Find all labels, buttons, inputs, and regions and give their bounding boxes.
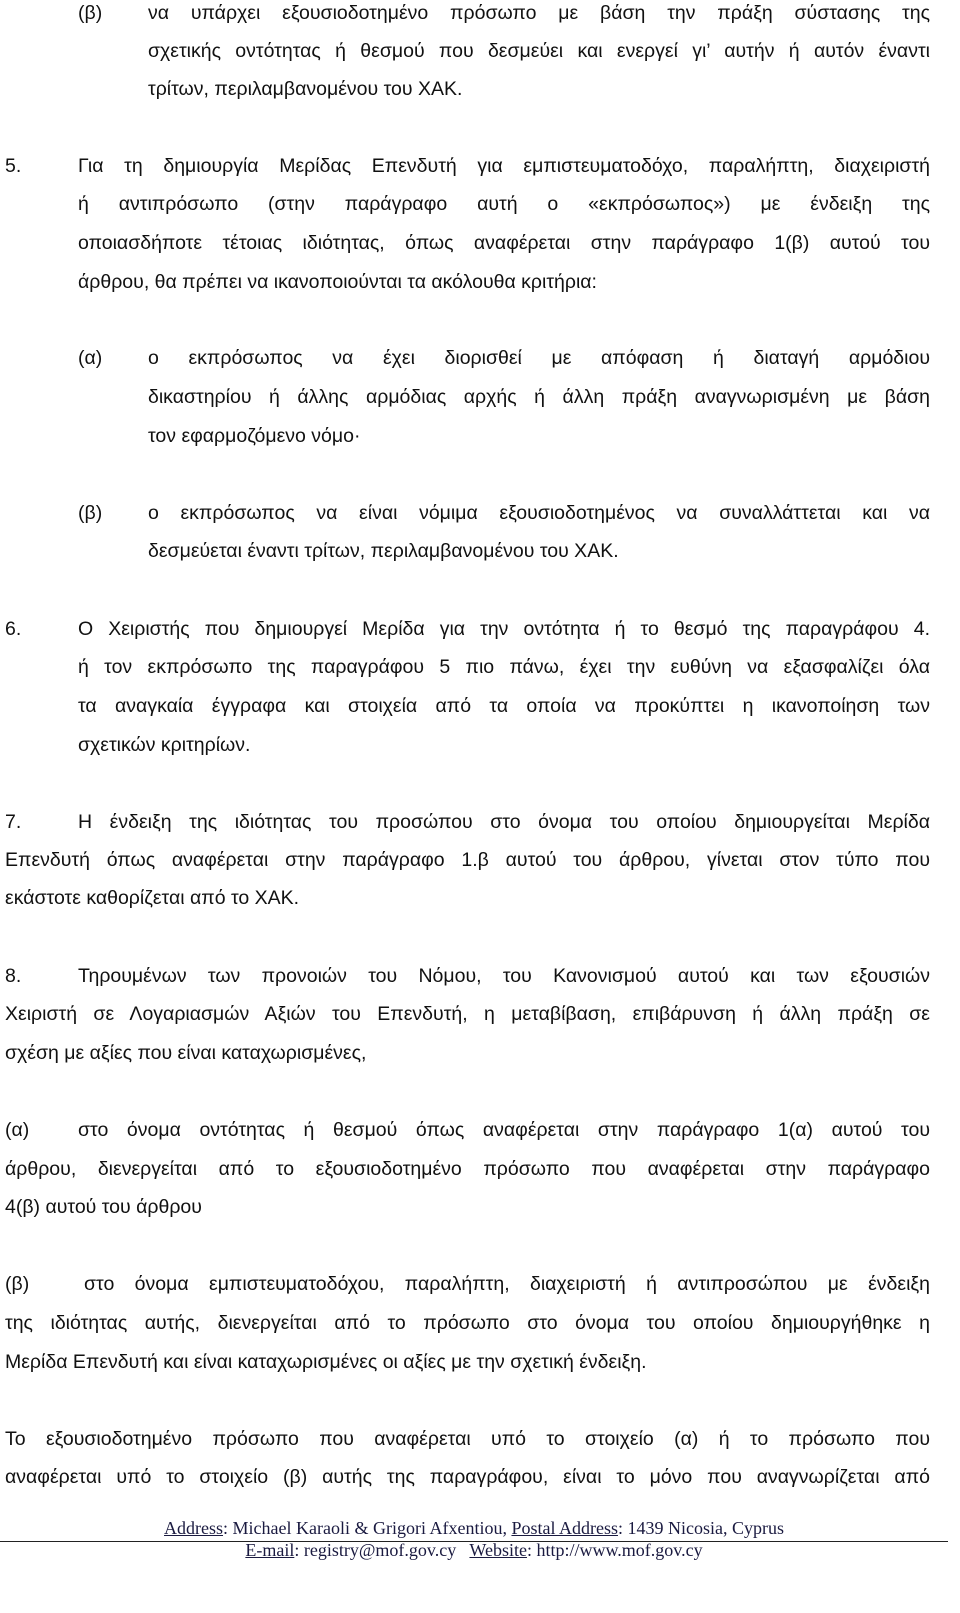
item-number: 6. xyxy=(5,618,22,640)
text-line: Το εξουσιοδοτημένο πρόσωπο που αναφέρεται υπό το στοιχείο (α) ή το πρόσωπο που xyxy=(5,1428,930,1450)
address-label: Address xyxy=(164,1518,224,1538)
text-line: αναφέρεται υπό το στοιχείο (β) αυτής της παραγράφου, είναι το μόνο που αναγνωρίζεται από xyxy=(5,1466,930,1488)
website-label: Website xyxy=(469,1540,527,1560)
text-line: ή αντιπρόσωπο (στην παράγραφο αυτή ο «εκπρόσωπος») με ένδειξη της xyxy=(78,193,930,215)
item-label: (α) xyxy=(78,347,103,369)
text-line: Μερίδα Επενδυτή και είναι καταχωρισμένες οι αξίες με την σχετική ένδειξη. xyxy=(5,1351,647,1373)
text-line: Ο Χειριστής που δημιουργεί Μερίδα για την οντότητα ή το θεσμό της παραγράφου 4. xyxy=(78,618,930,640)
text-line: σχετικών κριτηρίων. xyxy=(78,734,251,756)
item-number: 5. xyxy=(5,155,22,177)
item-number: 8. xyxy=(5,965,22,987)
text-line: άρθρου, διενεργείται από το εξουσιοδοτημένο πρόσωπο που αναφέρεται στην παράγραφο xyxy=(5,1158,930,1180)
text-line: εκάστοτε καθορίζεται από το ΧΑΚ. xyxy=(5,887,300,909)
text-line: άρθρου, θα πρέπει να ικανοποιούνται τα ακόλουθα κριτήρια: xyxy=(78,271,597,293)
text-line: σχετικής οντότητας ή θεσμού που δεσμεύει και ενεργεί γι’ αυτήν ή αυτόν έναντι xyxy=(148,40,930,62)
text-line: δικαστηρίου ή άλλης αρμόδιας αρχής ή άλλη πράξη αναγνωρισμένη με βάση xyxy=(148,386,930,408)
text-line: στο όνομα εμπιστευματοδόχου, παραλήπτη, διαχειριστή ή αντιπροσώπου με ένδειξη xyxy=(84,1273,930,1295)
text-line: Τηρουμένων των προνοιών του Νόμου, του Κανονισμού αυτού και των εξουσιών xyxy=(78,965,930,987)
text-line: Η ένδειξη της ιδιότητας του προσώπου στο όνομα του οποίου δημιουργείται Μερίδα xyxy=(78,811,930,833)
text-line: Επενδυτή όπως αναφέρεται στην παράγραφο 1.β αυτού του άρθρου, γίνεται στον τύπο που xyxy=(5,849,930,871)
email-label: E-mail xyxy=(245,1540,295,1560)
text-line: τρίτων, περιλαμβανομένου του ΧΑΚ. xyxy=(148,78,463,100)
postal-address-value: : 1439 Nicosia, Cyprus xyxy=(617,1518,784,1538)
website-link[interactable]: : http://www.mof.gov.cy xyxy=(526,1540,703,1560)
text-line: ή τον εκπρόσωπο της παραγράφου 5 πιο πάνω, έχει την ευθύνη να εξασφαλίζει όλα xyxy=(78,656,930,678)
text-line: τον εφαρμοζόμενο νόμο· xyxy=(148,425,361,447)
footer-contact-line xyxy=(0,1539,948,1561)
text-line: Για τη δημιουργία Μερίδας Επενδυτή για εμπιστευματοδόχο, παραλήπτη, διαχειριστή xyxy=(78,155,930,177)
text-line: οποιασδήποτε τέτοιας ιδιότητας, όπως αναφέρεται στην παράγραφο 1(β) αυτού του xyxy=(78,232,930,254)
text-line: 4(β) αυτού του άρθρου xyxy=(5,1196,202,1218)
text-line: ο εκπρόσωπος να είναι νόμιμα εξουσιοδοτημένος να συναλλάττεται και να xyxy=(148,502,930,524)
text-line: της ιδιότητας αυτής, διενεργείται από το πρόσωπο στο όνομα του οποίου δημιουργήθηκε η xyxy=(5,1312,930,1334)
item-number: 7. xyxy=(5,811,22,833)
text-line: στο όνομα οντότητας ή θεσμού όπως αναφέρεται στην παράγραφο 1(α) αυτού του xyxy=(78,1119,930,1141)
text-line: τα αναγκαία έγγραφα και στοιχεία από τα οποία να προκύπτει η ικανοποίηση των xyxy=(78,695,930,717)
text-line: ο εκπρόσωπος να έχει διορισθεί με απόφαση ή διαταγή αρμόδιου xyxy=(148,347,930,369)
text-line: δεσμεύεται έναντι τρίτων, περιλαμβανομένου του ΧΑΚ. xyxy=(148,540,619,562)
item-label: (α) xyxy=(5,1119,30,1141)
address-value: : Michael Karaoli & Grigori Afxentiou, xyxy=(223,1518,507,1538)
postal-address-label: Postal Address xyxy=(511,1518,618,1538)
item-label: (β) xyxy=(78,2,103,24)
text-line: σχέση με αξίες που είναι καταχωρισμένες, xyxy=(5,1042,367,1064)
item-label: (β) xyxy=(5,1273,30,1295)
item-label: (β) xyxy=(78,502,103,524)
text-line: να υπάρχει εξουσιοδοτημένο πρόσωπο με βάση την πράξη σύστασης της xyxy=(148,2,930,24)
footer-address-line xyxy=(0,1517,948,1539)
email-link[interactable]: : registry@mof.gov.cy xyxy=(294,1540,457,1560)
text-line: Χειριστή σε Λογαριασμών Αξιών του Επενδυτή, η μεταβίβαση, επιβάρυνση ή άλλη πράξη σε xyxy=(5,1003,930,1025)
